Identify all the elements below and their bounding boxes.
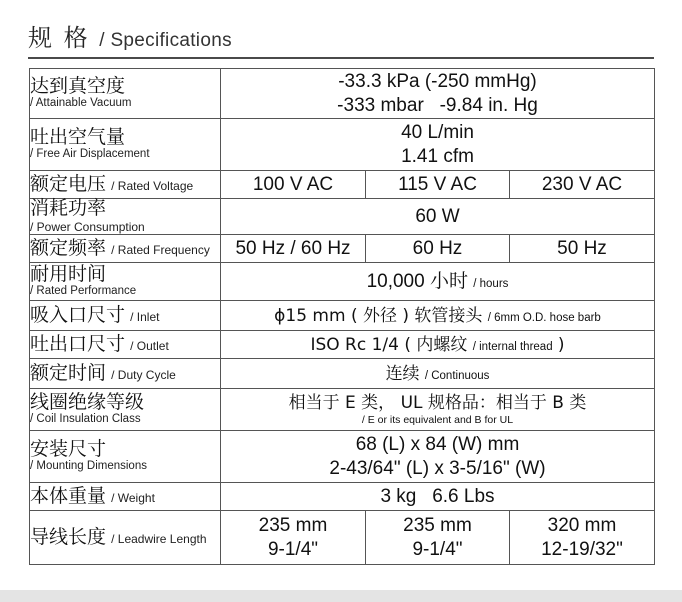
- frequency-60: 60 Hz: [366, 235, 510, 263]
- label-inlet: 吸入口尺寸 / Inlet: [30, 301, 221, 331]
- frequency-50: 50 Hz: [510, 235, 655, 263]
- leadwire-col-2: 235 mm 9-1/4": [366, 511, 510, 565]
- value-insulation: 相当于 E 类， UL 规格品：相当于 B 类 / E or its equivalent and B for UL: [221, 389, 655, 431]
- value-duty: 连续 / Continuous: [221, 359, 655, 389]
- label-voltage: 额定电压 / Rated Voltage: [30, 171, 221, 199]
- value-performance: 10,000 小时 / hours: [221, 263, 655, 301]
- value-air: 40 L/min 1.41 cfm: [221, 119, 655, 171]
- row-frequency: [30, 235, 655, 263]
- voltage-115: 115 V AC: [366, 171, 510, 199]
- value-inlet: ϕ15 mm ( 外径 ) 软管接头 / 6mm O.D. hose barb: [221, 301, 655, 331]
- label-frequency: 额定频率 / Rated Frequency: [30, 235, 221, 263]
- row-insulation: [30, 389, 655, 431]
- label-leadwire: 导线长度 / Leadwire Length: [30, 511, 221, 565]
- row-leadwire: [30, 511, 655, 565]
- page-title: [28, 18, 232, 53]
- row-voltage: [30, 171, 655, 199]
- label-weight: 本体重量 / Weight: [30, 483, 221, 511]
- frequency-50-60: 50 Hz / 60 Hz: [221, 235, 366, 263]
- leadwire-col-1: 235 mm 9-1/4": [221, 511, 366, 565]
- spec-table: [29, 68, 655, 565]
- value-power: 60 W: [221, 199, 655, 235]
- title-zh: 规 格: [28, 24, 90, 52]
- label-mounting: 安装尺寸 / Mounting Dimensions: [30, 431, 221, 483]
- row-weight: [30, 483, 655, 511]
- value-mounting: 68 (L) x 84 (W) mm 2-43/64" (L) x 3-5/16" (W): [221, 431, 655, 483]
- row-air: [30, 119, 655, 171]
- label-vacuum: 达到真空度 / Attainable Vacuum: [30, 69, 221, 119]
- voltage-230: 230 V AC: [510, 171, 655, 199]
- value-outlet: ISO Rc 1/4 ( 内螺纹 / internal thread ): [221, 331, 655, 359]
- row-power: [30, 199, 655, 235]
- label-duty: 额定时间 / Duty Cycle: [30, 359, 221, 389]
- leadwire-col-3: 320 mm 12-19/32": [510, 511, 655, 565]
- title-en: / Specifications: [99, 30, 232, 51]
- row-duty: [30, 359, 655, 389]
- voltage-100: 100 V AC: [221, 171, 366, 199]
- label-air: 吐出空气量 / Free Air Displacement: [30, 119, 221, 171]
- label-performance: 耐用时间 / Rated Performance: [30, 263, 221, 301]
- value-weight: 3 kg 6.6 Lbs: [221, 483, 655, 511]
- title-rule: [28, 57, 654, 59]
- label-outlet: 吐出口尺寸 / Outlet: [30, 331, 221, 359]
- row-outlet: [30, 331, 655, 359]
- label-power: 消耗功率 / Power Consumption: [30, 199, 221, 235]
- label-insulation: 线圈绝缘等级 / Coil Insulation Class: [30, 389, 221, 431]
- row-mounting: [30, 431, 655, 483]
- row-inlet: [30, 301, 655, 331]
- value-vacuum: -33.3 kPa (-250 mmHg) -333 mbar -9.84 in. Hg: [221, 69, 655, 119]
- footer-band: [0, 590, 682, 602]
- row-performance: [30, 263, 655, 301]
- row-vacuum: [30, 69, 655, 119]
